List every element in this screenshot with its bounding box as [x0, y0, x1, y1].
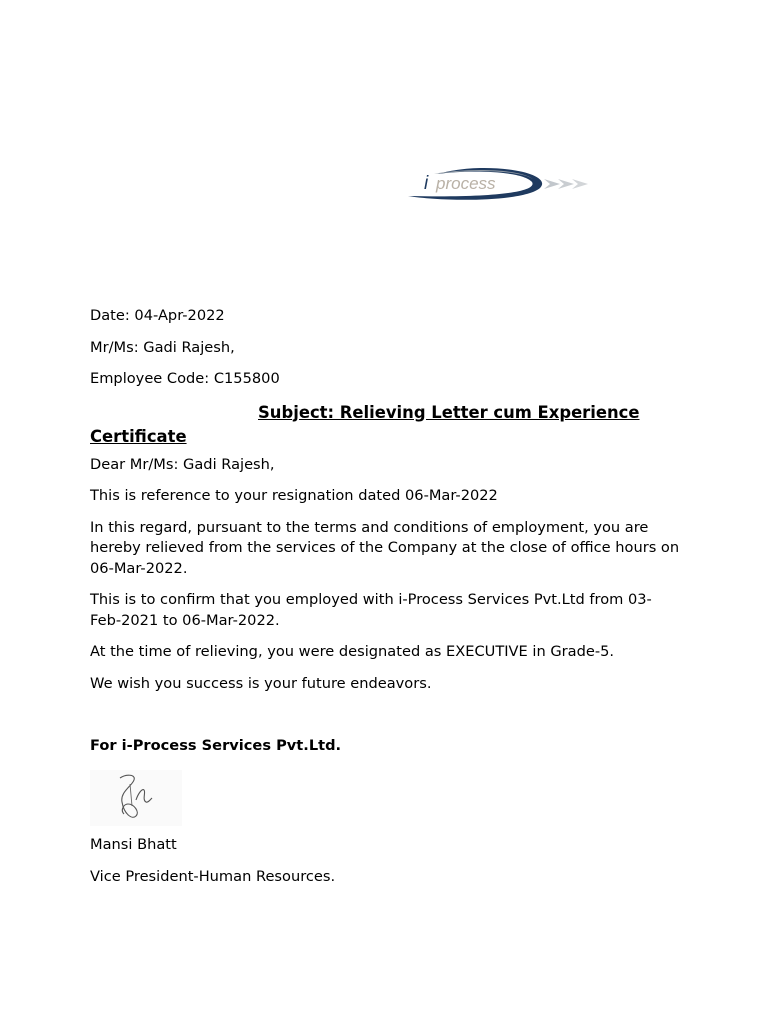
signatory-name: Mansi Bhatt: [90, 836, 177, 853]
company-logo: [404, 162, 604, 204]
paragraph-best-wishes: We wish you success is your future endeavors.: [90, 674, 432, 692]
closing-company: For i-Process Services Pvt.Ltd.: [90, 737, 342, 754]
letter-subject: Subject: Relieving Letter cum Experience Certificate: [90, 402, 640, 446]
letter-date: Date: 04-Apr-2022: [90, 307, 225, 324]
letter-body: [90, 306, 680, 757]
employee-code: Employee Code: C155800: [90, 370, 280, 387]
paragraph-relieved: In this regard, pursuant to the terms and conditions of employment, you are hereby relieved from the services of the Company at the close of office hours on 06-Mar-2022.: [90, 518, 680, 577]
signatory-title: Vice President-Human Resources.: [90, 867, 336, 885]
iprocess-logo-mark: [404, 162, 604, 204]
letter-addressee: Mr/Ms: Gadi Rajesh,: [90, 338, 235, 356]
handwritten-signature: [90, 770, 182, 826]
paragraph-resignation-reference: This is reference to your resignation dated 06-Mar-2022: [90, 487, 498, 504]
paragraph-employment-period: This is to confirm that you employed with i-Process Services Pvt.Ltd from 03-Feb-2021 to 06-Mar-2022.: [90, 591, 652, 629]
letter-salutation: Dear Mr/Ms: Gadi Rajesh,: [90, 455, 275, 473]
svg-text:process: process: [436, 174, 496, 193]
svg-text:i: i: [424, 173, 429, 194]
paragraph-designation: At the time of relieving, you were designated as EXECUTIVE in Grade-5.: [90, 643, 615, 660]
signatory-block: [90, 835, 335, 887]
